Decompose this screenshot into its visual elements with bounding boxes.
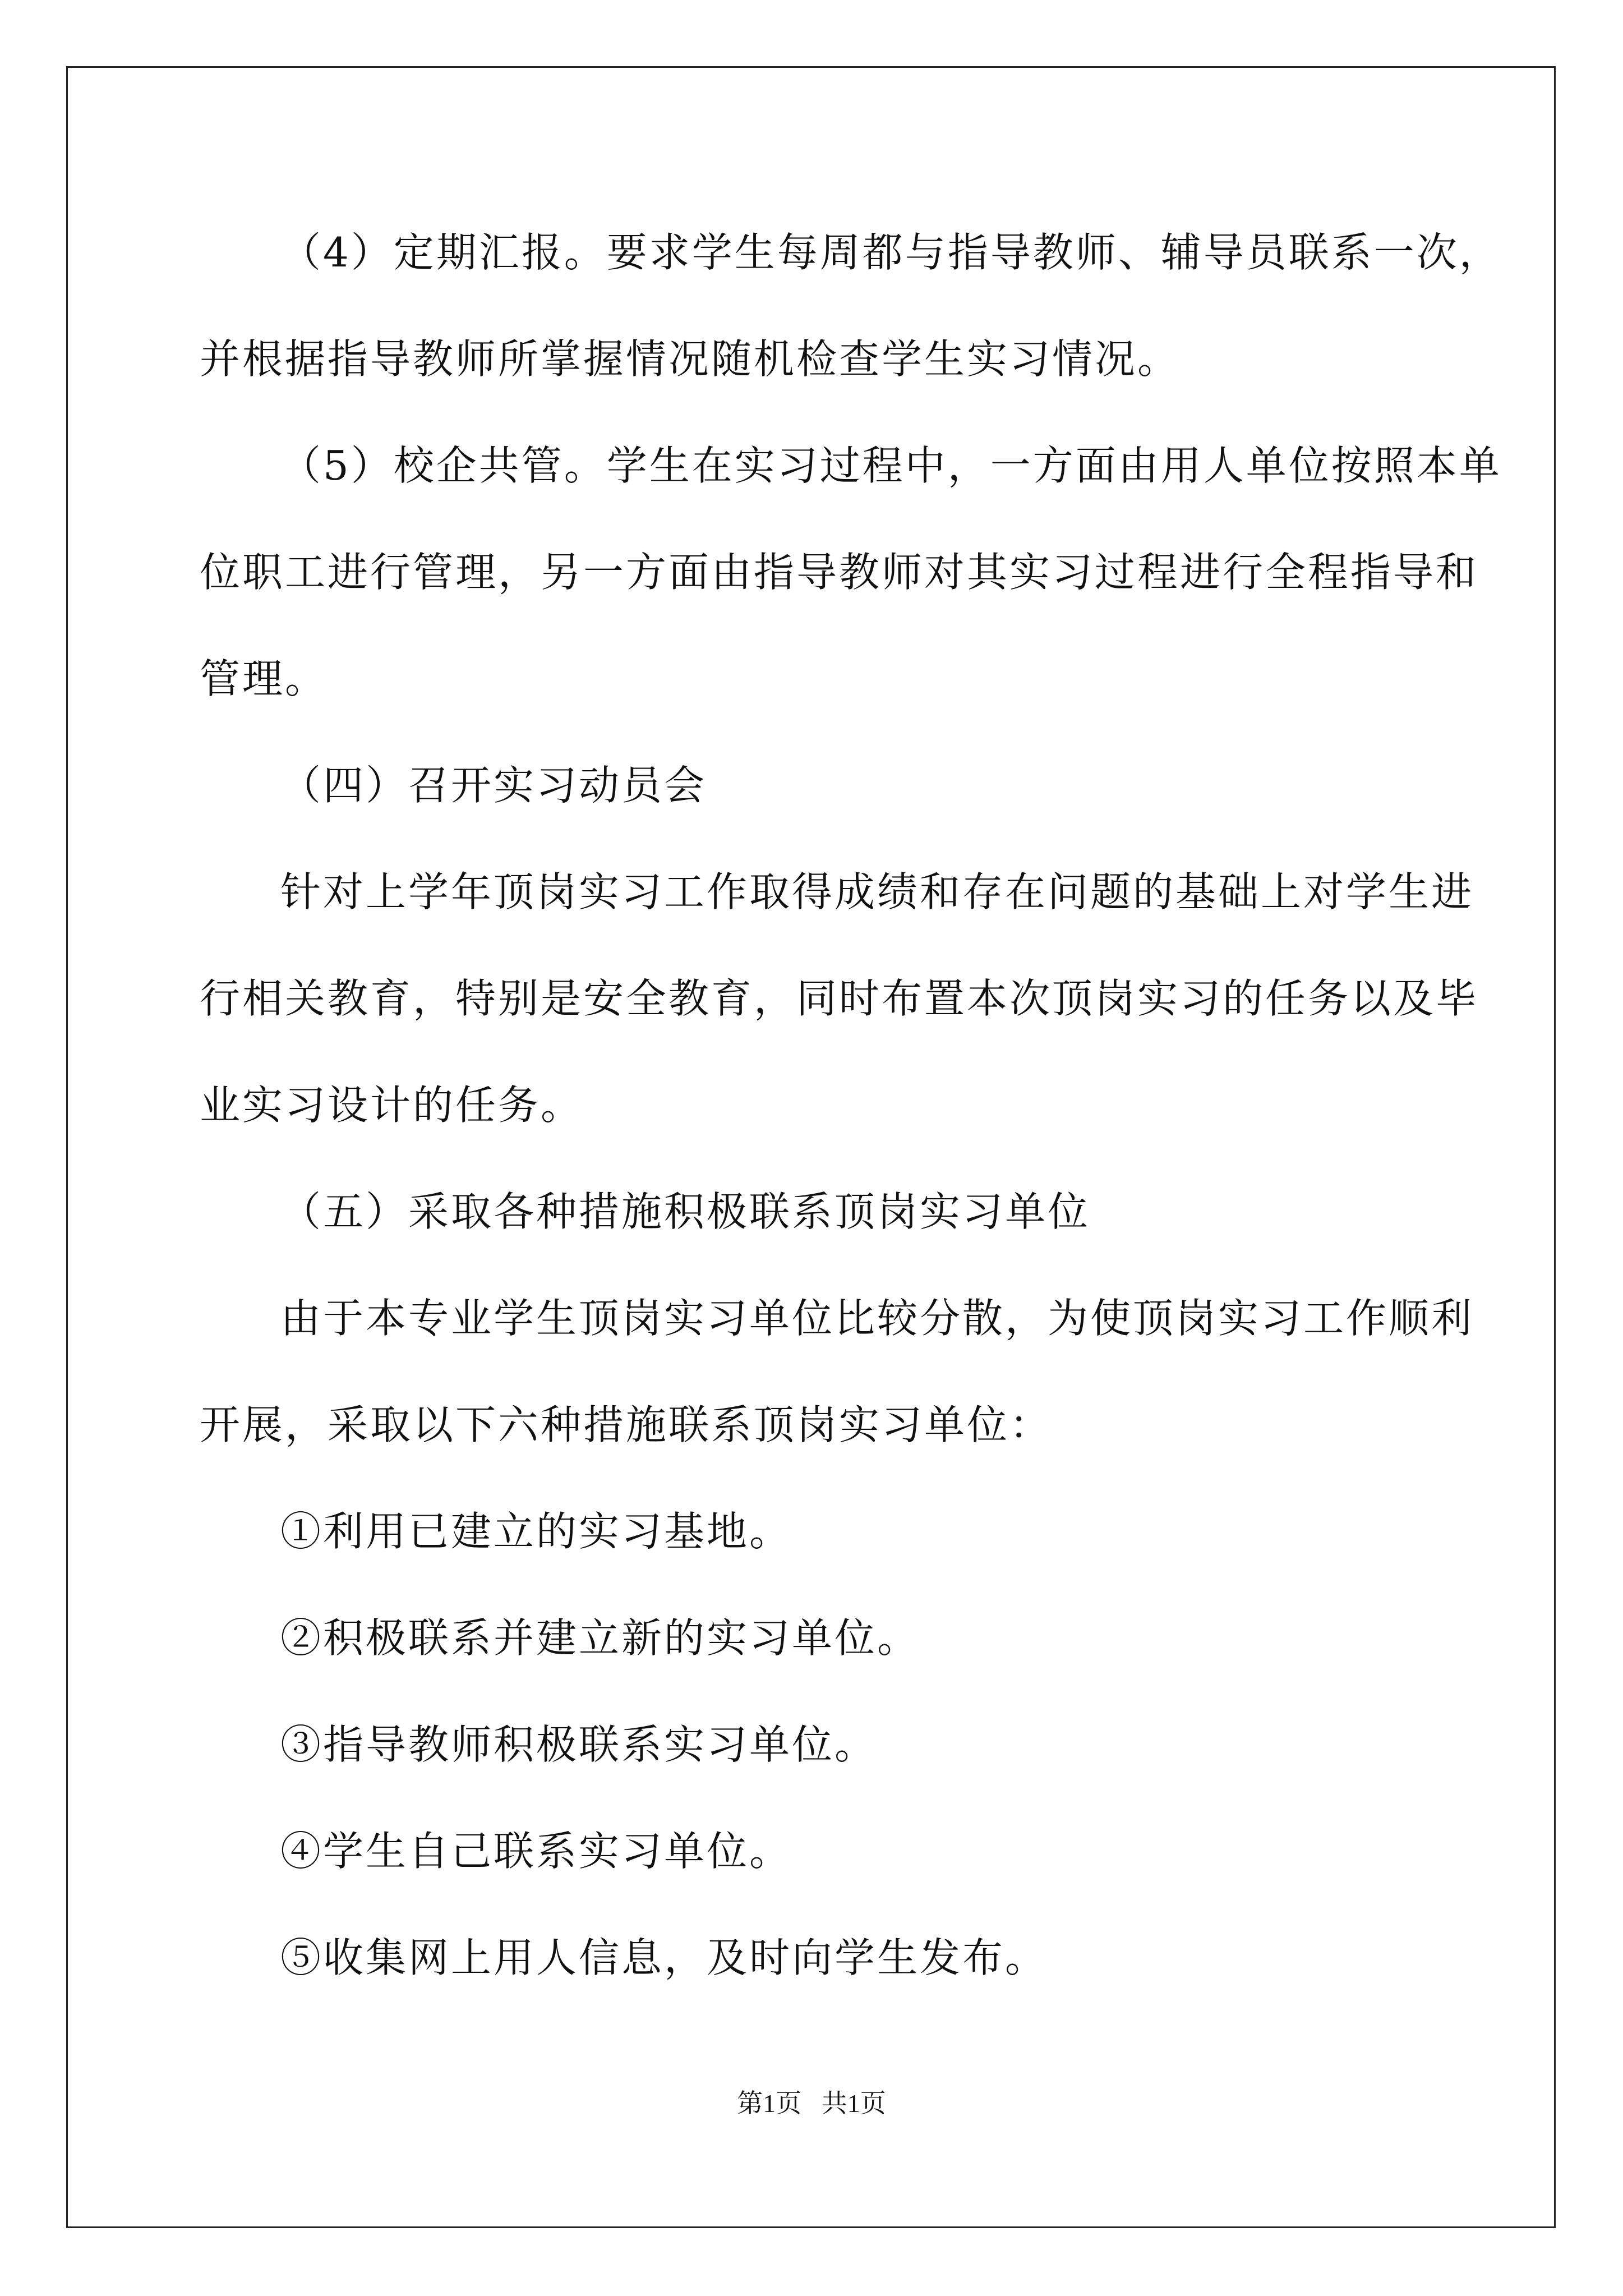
list-item: ①利用已建立的实习基地。 [280, 1508, 792, 1555]
page-footer [0, 2087, 1623, 2120]
text-line: 业实习设计的任务。 [200, 1082, 584, 1129]
section-heading: （四）召开实习动员会 [280, 762, 707, 809]
text-line: （4）定期汇报。要求学生每周都与指导教师、辅导员联系一次， [280, 229, 1502, 276]
text-line: 针对上学年顶岗实习工作取得成绩和存在问题的基础上对学生进 [280, 868, 1474, 915]
page-border [66, 66, 1556, 2228]
text-line: 位职工进行管理，另一方面由指导教师对其实习过程进行全程指导和 [200, 549, 1479, 596]
list-item: ③指导教师积极联系实习单位。 [280, 1721, 878, 1768]
text-line: 行相关教育，特别是安全教育，同时布置本次顶岗实习的任务以及毕 [200, 975, 1479, 1022]
list-item: ⑤收集网上用人信息，及时向学生发布。 [280, 1934, 1048, 1981]
text-line: 并根据指导教师所掌握情况随机检查学生实习情况。 [200, 335, 1181, 383]
page-total: 共1页 [821, 2089, 886, 2118]
list-item: ②积极联系并建立新的实习单位。 [280, 1614, 920, 1662]
section-heading: （五）采取各种措施积极联系顶岗实习单位 [280, 1188, 1091, 1235]
text-line: 由于本专业学生顶岗实习单位比较分散，为使顶岗实习工作顺利 [280, 1295, 1474, 1342]
page-number: 第1页 [737, 2089, 802, 2118]
text-line: 管理。 [200, 655, 328, 702]
text-line: （5）校企共管。学生在实习过程中，一方面由用人单位按照本单 [280, 442, 1502, 489]
text-line: 开展，采取以下六种措施联系顶岗实习单位： [200, 1401, 1053, 1448]
list-item: ④学生自己联系实习单位。 [280, 1828, 792, 1875]
